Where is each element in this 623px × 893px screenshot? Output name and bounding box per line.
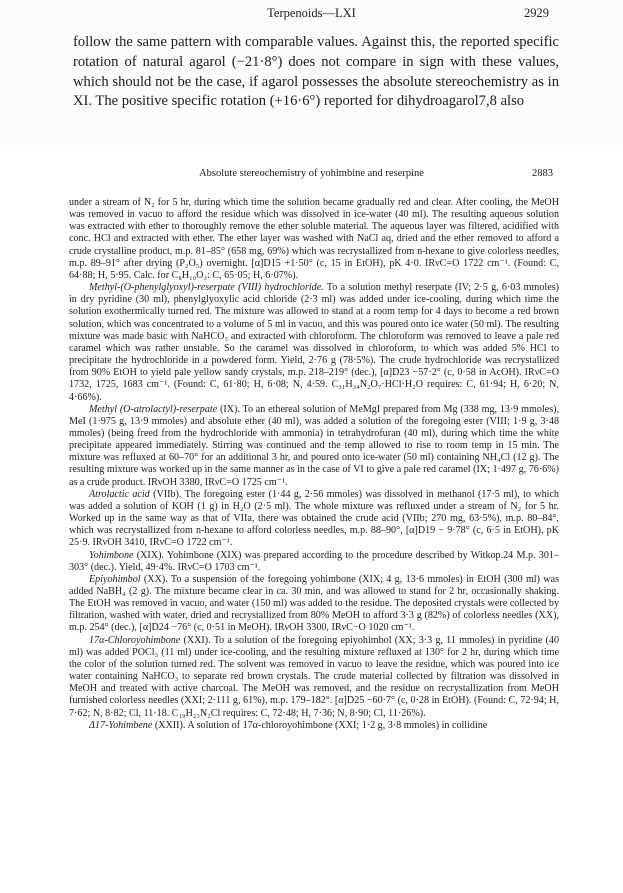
paragraph-heading: Methyl (O-atrolactyl)-reserpate <box>89 403 218 415</box>
paragraph-continuation: under a stream of N₂ for 5 hr, during which time the solution became gradually red and clear. After cooling, the MeOH was removed in vacuo to afford the residue which was dissolved in ice-water (40 ml). The resulting aqueous solution was extracted with ether to thoroughly remove the ether soluble material. The aqueous layer was filtered, acidified with conc. HCl and extracted with ether. The ether layer was washed with NaCl aq, dried and the ether removed to afford a crude crystalline product, m.p. 81–85° (658 mg, 69%) which was recrystallized from n-hexane to give colorless needles, m.p. 89–91° after drying (P₂O₅) overnight. [α]D15 +1·50° (c, 15 in EtOH), pK 4·0. IRνC=O 1722 cm⁻¹. (Found: C, 64·88; H, 5·95. Calc. for C₈H₁₀O₃: C, 65·05; H, 6·07%). <box>69 197 559 281</box>
paragraph-yohimbene <box>69 720 559 732</box>
paragraph-heading: Δ17-Yohimbene <box>89 719 153 731</box>
article-page <box>0 146 623 893</box>
paragraph-heading: Atrolactic acid <box>89 488 150 500</box>
previous-page-number: 2929 <box>524 6 549 20</box>
paragraph-heading: Yohimbone <box>89 549 134 561</box>
previous-page-header <box>0 5 623 21</box>
page-header <box>0 167 623 181</box>
paragraph-text: (IX). To an ethereal solution of MeMgI prepared from Mg (338 mg, 13·9 mmoles), MeI (1·975 g, 13·9 mmoles) and absolute ether (40 ml), was added a solution of the foregoing ester (VIII; 1·9 g, 3·48 mmoles) (being freed from the hydrochloride with ammonia) in tetrahydrofuran (40 ml), during which time the white precipitate appeared immediately. Stirring was continued and the temp allowed to rise to room temp in 15 min. The mixture was refluxed at 60–70° for an additional 3 hr, and poured onto ice-water (50 ml) containing NH₄Cl (12 g). The resulting mixture was worked up in the same manner as in the case of VI to give a pale red caramel (IX; 1·497 g, 76·6%) as a crude product. IRνOH 3380, IRνC=O 1725 cm⁻¹. <box>69 403 560 488</box>
paragraph-methyl-phenylglyoxyl-reserpate <box>69 282 559 404</box>
paragraph-epiyohimbol <box>69 574 559 635</box>
paragraph-text: (XXI). To a solution of the foregoing epiyohimbol (XX; 3·3 g, 11 mmoles) in pyridine (40 ml) was added POCl₃ (11 ml) under ice-cooling, and the resulting mixture refluxed at 130° for 2 hr, during which time the color of the solution turned red. The solvent was removed in vacuo to leave the residue, which was poured into ice water containing NaHCO₃ to separate red brown crystals. The crude material collected by filtration was dissolved in MeOH and treated with active charcoal. The MeOH was removed, and the residue on recrystallization from MeOH furnished colorless needles (XXI; 2·111 g, 61%), m.p. 179–182°. [α]D25 −60·7° (c, 0·28 in EtOH). (Found: C, 72·94; H, 7·62; N, 8·82; Cl, 11·18. C₁₉H₂₃N₂Cl requires: C, 72·48; H, 7·36; N, 8·90; Cl, 11·26%). <box>69 634 559 719</box>
running-title: Absolute stereochemistry of yohimbine and reserpine <box>199 168 424 179</box>
paragraph-yohimbone <box>69 550 559 574</box>
paragraph-text: (VIIb). The foregoing ester (1·44 g, 2·56 mmoles) was dissolved in methanol (17·5 ml), to which was added a solution of KOH (1 g) in H₂O (2·5 ml). The whole mixture was refluxed under a stream of N₂ for 5 hr. Worked up in the same way as that of VIIa, there was obtained the crude acid (VIIb; 270 mg, 63·5%), m.p. 80–84°, which was recrystallized from n-hexane to afford colorless needles, m.p. 88–90°, [α]D19 − 9·78° (c, 6·5 in EtOH), pK 25·9. IRνOH 3410, IRνC=O 1722 cm⁻¹. <box>69 488 559 549</box>
paragraph-text: (XIX). Yohimbone (XIX) was prepared according to the procedure described by Witkop.24 M.p. 301–303° (dec.). Yield, 49·4%. IRνC=O 1703 cm⁻¹. <box>69 549 559 573</box>
paragraph-heading: Methyl-(O-phenylglyoxyl)-reserpate (VIII) hydrochloride. <box>89 282 324 294</box>
paragraph-text: (XXII). A solution of 17α-chloroyohimbone (XXI; 1·2 g, 3·8 mmoles) in collidine <box>152 719 488 731</box>
experimental-text <box>69 197 559 732</box>
paragraph-text: To a solution methyl reserpate (IV; 2·5 g, 6·03 mmoles) in dry pyridine (30 ml), phenylglyoxylic acid chloride (2·3 ml) was added under ice-cooling, during which time the solution exothermically turned red. The mixture was allowed to stand at a room temp for 4 days to become a red brown solution, which was concentrated to a volume of 5 ml in vacuo, and this was poured onto ice water (50 ml). The resulting mixture was made basic with NaHCO₃ and extracted with chloroform. The chloroform was removed to leave a pale red caramel which was rather unstable. So the caramel was dissolved in chloroform, to which was added 5% HCl to precipitate the hydrochloride in a powdered form. Yield, 2·76 g (78·5%). The crude hydrochloride was recrystallized from 90% EtOH to yield pale yellow sandy crystals, m.p. 218–219° (dec.), [α]D23 −57·2° (c, 0·58 in AcOH). IRνC=O 1732, 1725, 1683 cm⁻¹. (Found: C, 61·80; H, 6·08; N, 4·59. C₃₁H₃₄N₂O₇·HCl·H₂O requires: C, 61·94; H, 6·20; N, 4·66%). <box>69 282 559 403</box>
paragraph-methyl-atrolactyl-reserpate <box>69 404 559 489</box>
paragraph-text: (XX). To a suspension of the foregoing yohimbone (XIX; 4 g, 13·6 mmoles) in EtOH (300 ml) was added NaBH₄ (2 g). The mixture became clear in ca. 30 min, and was allowed to stand for 2 hr, occasionally shaking. The EtOH was removed in vacuo, and water (150 ml) was added to the residue. The deposited crystals were collected by filtration, washed with water, dried and recrystallized from 80% MeOH to afford 3·3 g (82%) of colorless needles (XX), m.p. 254° (dec.), [α]D24 −76° (c, 0·51 in MeOH). IRνOH 3300, IRνC−O 1020 cm⁻¹. <box>69 573 559 634</box>
previous-page-text: follow the same pattern with comparable values. Against this, the reported specific rotation of natural agarol (−21·8°) does not compare in sign with these values, which should not be the case, if agarol possesses the absolute stereochemistry as in XI. The positive specific rotation (+16·6°) reported for dihydroagarol7,8 also <box>73 34 559 110</box>
page-number: 2883 <box>532 168 553 179</box>
paragraph-chloroyohimbone <box>69 635 559 720</box>
paragraph-heading: 17α-Chloroyohimbone <box>89 634 181 646</box>
previous-page-running-title: Terpenoids—LXI <box>267 6 356 20</box>
paragraph-atrolactic-acid <box>69 489 559 550</box>
paragraph-heading: Epiyohimbol <box>89 573 141 585</box>
previous-page-strip <box>0 0 623 146</box>
